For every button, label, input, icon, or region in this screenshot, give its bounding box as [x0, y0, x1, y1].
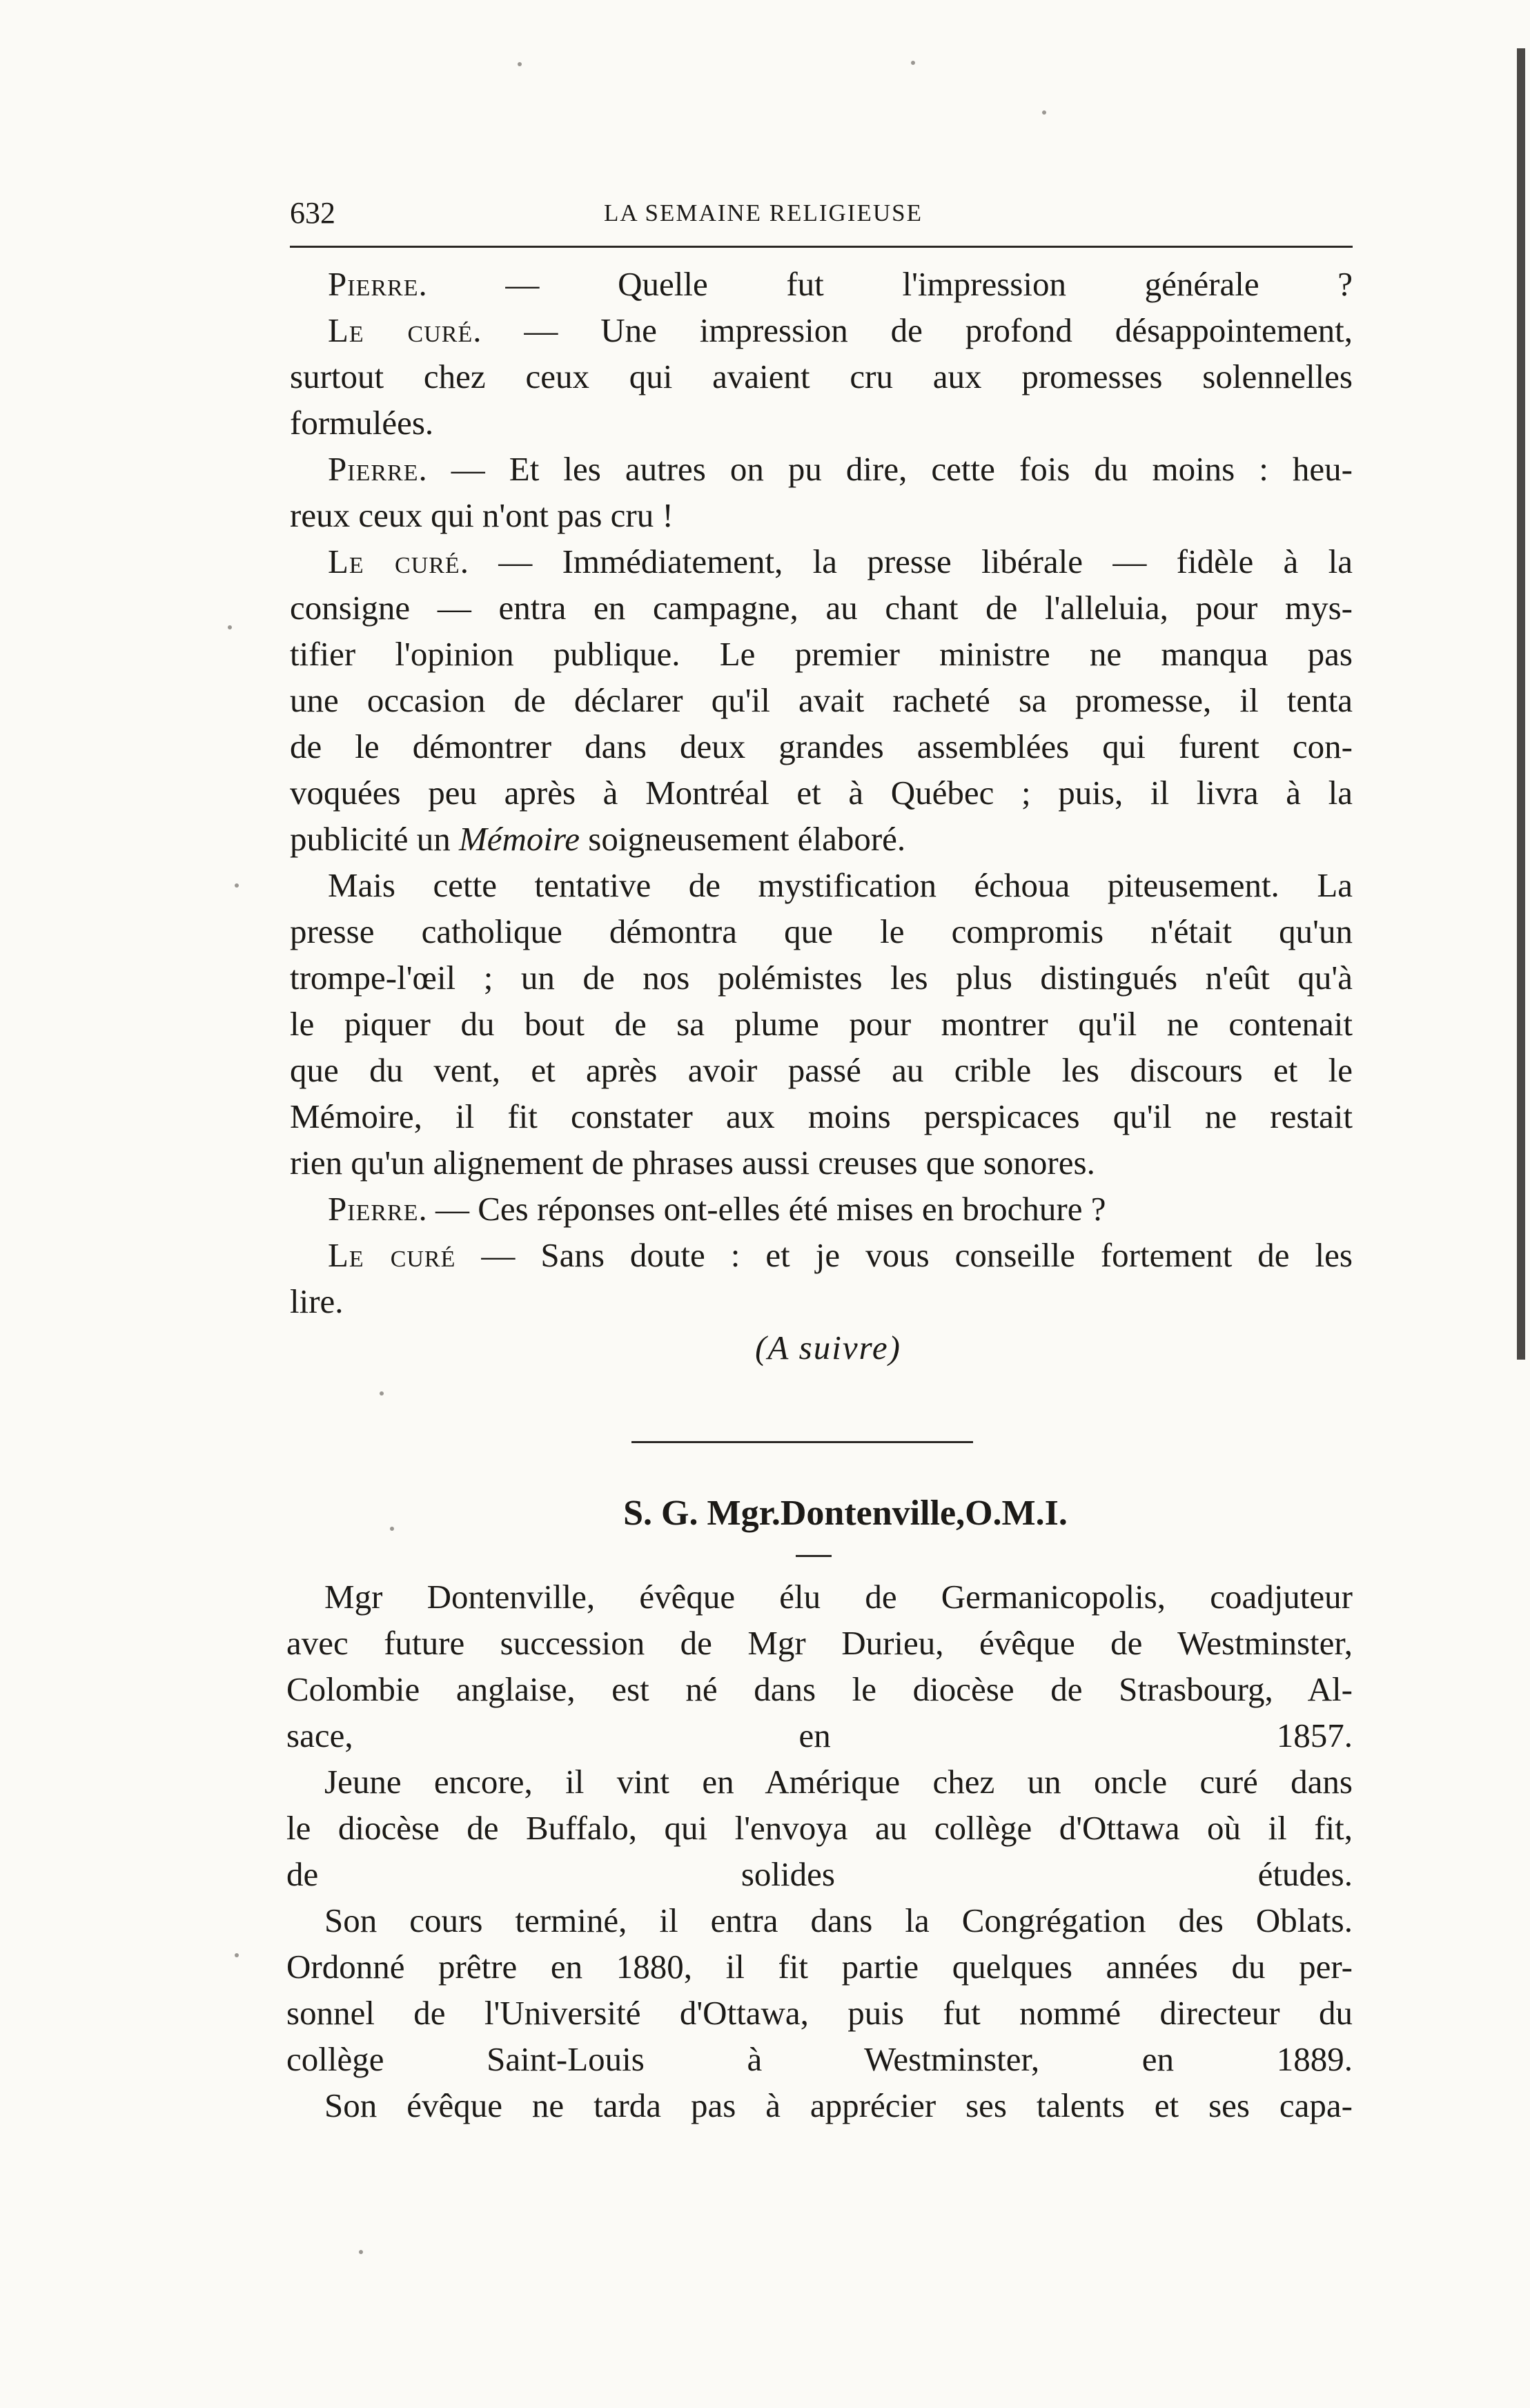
text-line: Pierre. — Et les autres on pu dire, cette fois du moins : heu-	[328, 450, 1353, 488]
text-line: Mais cette tentative de mystification échoua piteusement. La	[328, 866, 1353, 904]
text-line: le piquer du bout de sa plume pour montrer qu'il ne contenait	[290, 1005, 1353, 1043]
text-line: surtout chez ceux qui avaient cru aux promesses solennelles	[290, 358, 1353, 395]
text-line: reux ceux qui n'ont pas cru !	[290, 496, 674, 534]
text-line: publicité un Mémoire soigneusement élaboré.	[290, 820, 906, 858]
text-line: Mémoire, il fit constater aux moins perspicaces qu'il ne restait	[290, 1097, 1353, 1135]
page-edge-shadow	[1517, 48, 1525, 1360]
text-line: Le curé. — Immédiatement, la presse libérale — fidèle à la	[328, 542, 1353, 580]
print-speck	[359, 2250, 363, 2254]
print-speck	[518, 62, 522, 66]
print-speck	[235, 1953, 239, 1957]
print-speck	[380, 1391, 384, 1396]
running-header	[290, 195, 1366, 230]
italic-title: Mémoire	[458, 820, 580, 858]
text-line: Le curé — Sans doute : et je vous conseille fortement de les	[328, 1236, 1353, 1274]
text-line: Mgr Dontenville, évêque élu de Germanicopolis, coadjuteur	[324, 1578, 1353, 1616]
text-line: Le curé. — Une impression de profond désappointement,	[328, 311, 1353, 349]
text-line: Colombie anglaise, est né dans le diocèse de Strasbourg, Al-	[286, 1670, 1353, 1708]
text-line: voquées peu après à Montréal et à Québec ; puis, il livra à la	[290, 774, 1353, 812]
text-line: une occasion de déclarer qu'il avait racheté sa promesse, il tenta	[290, 681, 1353, 719]
text-line: presse catholique démontra que le compromis n'était qu'un	[290, 912, 1353, 950]
speaker-name: Pierre	[328, 450, 419, 488]
text-line: Pierre. — Quelle fut l'impression générale ?	[328, 265, 1353, 303]
speaker-name: Le curé	[328, 542, 460, 580]
text-line: le diocèse de Buffalo, qui l'envoya au collège d'Ottawa où il fit,	[286, 1809, 1353, 1847]
speaker-name: Pierre	[328, 265, 419, 303]
text-line: trompe-l'œil ; un de nos polémistes les plus distingués n'eût qu'à	[290, 959, 1353, 997]
speaker-name: Le curé	[328, 1236, 456, 1274]
header-rule	[290, 246, 1353, 248]
print-speck	[235, 883, 239, 888]
text-line: avec future succession de Mgr Durieu, évêque de Westminster,	[286, 1624, 1353, 1662]
text-line: de solides études.	[286, 1855, 1353, 1893]
print-speck	[228, 625, 232, 629]
text-line: formulées.	[290, 404, 434, 442]
print-speck	[911, 61, 915, 65]
text-line: sace, en 1857.	[286, 1716, 1353, 1754]
text-line: Son évêque ne tarda pas à apprécier ses talents et ses capa-	[324, 2086, 1353, 2124]
article-title: S. G. Mgr.Dontenville,O.M.I.	[623, 1494, 1068, 1533]
to-be-continued: (A suivre)	[755, 1329, 901, 1367]
article-text	[286, 1574, 1353, 2128]
text-line: Son cours terminé, il entra dans la Congrégation des Oblats.	[324, 1901, 1353, 1939]
section-separator	[631, 1441, 973, 1443]
dialogue-text	[290, 261, 1353, 1371]
speaker-name: Le curé	[328, 311, 473, 349]
text-line: que du vent, et après avoir passé au crible les discours et le	[290, 1051, 1353, 1089]
speaker-name: Pierre	[328, 1190, 419, 1228]
page-number: 632	[290, 196, 335, 230]
text-line: sonnel de l'Université d'Ottawa, puis fut nommé directeur du	[286, 1994, 1353, 2032]
text-line: rien qu'un alignement de phrases aussi creuses que sonores.	[290, 1144, 1095, 1182]
print-speck	[1042, 110, 1046, 115]
text-line: consigne — entra en campagne, au chant de l'alleluia, pour mys-	[290, 589, 1353, 627]
text-line: Ordonné prêtre en 1880, il fit partie quelques années du per-	[286, 1948, 1353, 1986]
text-line: collège Saint-Louis à Westminster, en 1889.	[286, 2040, 1353, 2078]
text-line: Jeune encore, il vint en Amérique chez un oncle curé dans	[324, 1763, 1353, 1801]
title-dash	[796, 1555, 832, 1557]
text-line: tifier l'opinion publique. Le premier ministre ne manqua pas	[290, 635, 1353, 673]
text-line: de le démontrer dans deux grandes assemblées qui furent con-	[290, 727, 1353, 765]
running-title: LA SEMAINE RELIGIEUSE	[604, 199, 923, 226]
text-line: lire.	[290, 1282, 344, 1320]
text-line: Pierre. — Ces réponses ont-elles été mises en brochure ?	[328, 1190, 1106, 1228]
